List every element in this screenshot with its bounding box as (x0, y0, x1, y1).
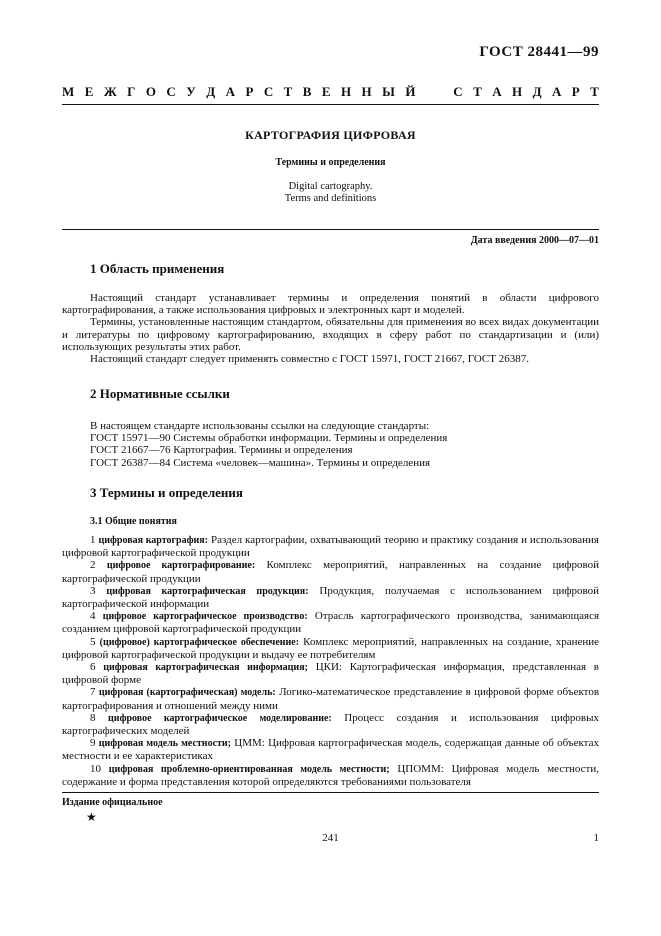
standard-type-letter: У (186, 84, 196, 99)
section-2-heading: 2 Нормативные ссылки (90, 386, 230, 401)
term-name: цифровая картографическая продукция: (106, 585, 309, 597)
term-entry (62, 636, 599, 661)
standard-type-letter: Т (283, 84, 293, 99)
reference-item: ГОСТ 21667—76 Картография. Термины и определения (90, 444, 353, 457)
term-entry (62, 712, 599, 737)
english-title (62, 181, 599, 205)
standard-type-letter: Н (340, 84, 352, 99)
standard-type-letter: Г (127, 84, 136, 99)
section-2 (62, 388, 599, 400)
standard-type-letter: Н (512, 84, 523, 99)
document-code: ГОСТ 28441—99 (479, 44, 599, 60)
terms-list (62, 534, 599, 788)
term-definition: Раздел картографии, охватывающий теорию и практику создания и использования цифровой картографической продукции (62, 534, 599, 560)
term-definition: ЦКИ: Картографическая информация, представленная в цифровой форме (62, 661, 599, 687)
standard-type-letter: Р (571, 84, 580, 99)
term-definition: ЦПОММ: Цифровая модель местности, содержание и форма представления которой определяются требованиями пользователя (62, 762, 599, 788)
term-name: цифровая проблемно-ориентированная модель местности; (108, 763, 390, 775)
term-number: 4 (90, 610, 96, 623)
standard-type-letter: Ы (382, 84, 395, 99)
introduction-date: Дата введения 2000—07—01 (470, 235, 599, 246)
page-number: 241 (322, 832, 339, 844)
title-block (62, 128, 599, 205)
standard-type-letter (440, 84, 443, 100)
standard-type-letter: Е (84, 84, 94, 99)
term-name: цифровая картографическая информация; (103, 662, 308, 674)
term-name: цифровое картографирование: (106, 560, 256, 572)
term-entry (62, 585, 599, 610)
standard-type-letter: Й (405, 84, 416, 99)
section-2-intro: В настоящем стандарте использованы ссылки на следующие стандарты: (90, 420, 430, 432)
standard-type-letter: В (302, 84, 312, 99)
term-name: цифровая картография: (98, 535, 209, 546)
standard-type-letter: О (145, 84, 156, 99)
section-1-body (62, 292, 599, 365)
section-2-body (62, 420, 599, 469)
standard-type-letter: Д (532, 84, 542, 99)
term-name: цифровое картографическое моделирование: (108, 712, 332, 724)
reference-item: ГОСТ 26387—84 Система «человек—машина». Термины и определения (90, 456, 431, 469)
term-definition: Продукция, получаемая с использованием цифровой картографической информации (62, 584, 600, 611)
term-entry (62, 763, 599, 788)
standard-type-letter: А (492, 84, 502, 99)
bottom-rule (62, 792, 599, 793)
term-entry (62, 534, 599, 559)
term-definition: Процесс создания и использования цифровых картографических моделей (62, 711, 600, 738)
term-entry (62, 610, 599, 635)
term-entry (62, 686, 599, 711)
standard-type-letter (426, 84, 429, 100)
standard-type-letter: С (263, 84, 274, 99)
section-1-para-2: Термины, установленные настоящим стандартом, обязательны для применения во всех видах документации и литературы по цифровому картографированию, входящих в сферу работ по стандартизации и (или) использующих результаты этих работ. (62, 316, 599, 353)
term-name: цифровая модель местности; (98, 738, 232, 750)
standard-type-letter: Т (473, 84, 482, 99)
term-number: 1 (90, 534, 96, 546)
english-title-line1: Digital cartography. (288, 181, 373, 192)
term-entry (62, 661, 599, 686)
middle-rule (62, 229, 599, 230)
term-entry (62, 559, 599, 584)
term-name: (цифровое) картографическое обеспечение: (99, 636, 300, 648)
sheet-number: 1 (593, 832, 599, 844)
term-definition: Комплекс мероприятий, направленных на создание, хранение цифровой картографической продукции и выдачу ее потребителям (62, 635, 600, 661)
standard-type-letter: С (453, 84, 463, 99)
term-number: 9 (90, 737, 96, 750)
standard-type-letter: Р (245, 84, 254, 99)
term-number: 3 (90, 584, 96, 597)
section-3-heading: 3 Термины и определения (90, 485, 243, 500)
term-number: 8 (90, 711, 96, 724)
main-title: КАРТОГРАФИЯ ЦИФРОВАЯ (245, 128, 416, 142)
term-number: 2 (90, 559, 96, 572)
section-1-heading: 1 Область применения (90, 261, 225, 276)
standard-type-letter: Ж (103, 84, 117, 99)
section-1-para-3: Настоящий стандарт следует применять совместно с ГОСТ 15971, ГОСТ 21667, ГОСТ 26387. (90, 353, 529, 366)
term-definition: Отрасль картографического производства, занимающаяся созданием цифровой картографической продукции (62, 610, 600, 636)
term-definition: Комплекс мероприятий, направленных на создание цифровой картографической продукции (62, 559, 600, 585)
reference-item: ГОСТ 15971—90 Системы обработки информации. Термины и определения (90, 432, 448, 445)
term-number: 6 (90, 661, 96, 674)
term-name: цифровая (картографическая) модель: (98, 687, 276, 699)
term-definition: ЦММ: Цифровая картографическая модель, содержащая данные об объектах местности и ее характеристиках (62, 737, 600, 763)
standard-type-banner (62, 84, 599, 100)
top-rule (62, 104, 599, 105)
english-title-line2: Terms and definitions (284, 193, 377, 204)
term-definition: Логико-математическое представление в цифровой форме объектов картографирования и отношений между ними (62, 686, 600, 712)
standard-type-letter: М (62, 84, 75, 99)
standard-type-letter: С (166, 84, 176, 99)
term-name: цифровое картографическое производство: (102, 611, 308, 623)
term-entry (62, 737, 599, 762)
section-3 (62, 487, 599, 499)
standard-type-letter: Е (321, 84, 331, 99)
sub-title: Термины и определения (275, 157, 386, 168)
section-1-para-1: Настоящий стандарт устанавливает термины и определения понятий в области цифрового картографирования, а также использования цифровых и электронных карт и моделей. (62, 292, 599, 317)
section-3-subheading: 3.1 Общие понятия (90, 516, 177, 527)
term-number: 5 (90, 635, 96, 648)
standard-type-letter: А (551, 84, 562, 99)
section-1 (62, 263, 599, 275)
edition-label: Издание официальное (62, 797, 163, 808)
standard-type-letter: А (225, 84, 235, 99)
section-3-subheading-wrap (62, 516, 599, 528)
term-number: 10 (90, 762, 101, 775)
standard-type-letter: Т (590, 84, 599, 99)
term-number: 7 (90, 686, 96, 699)
standard-type-letter: Д (206, 84, 216, 99)
standard-type-letter: Н (361, 84, 372, 99)
star-icon: ★ (86, 810, 97, 824)
